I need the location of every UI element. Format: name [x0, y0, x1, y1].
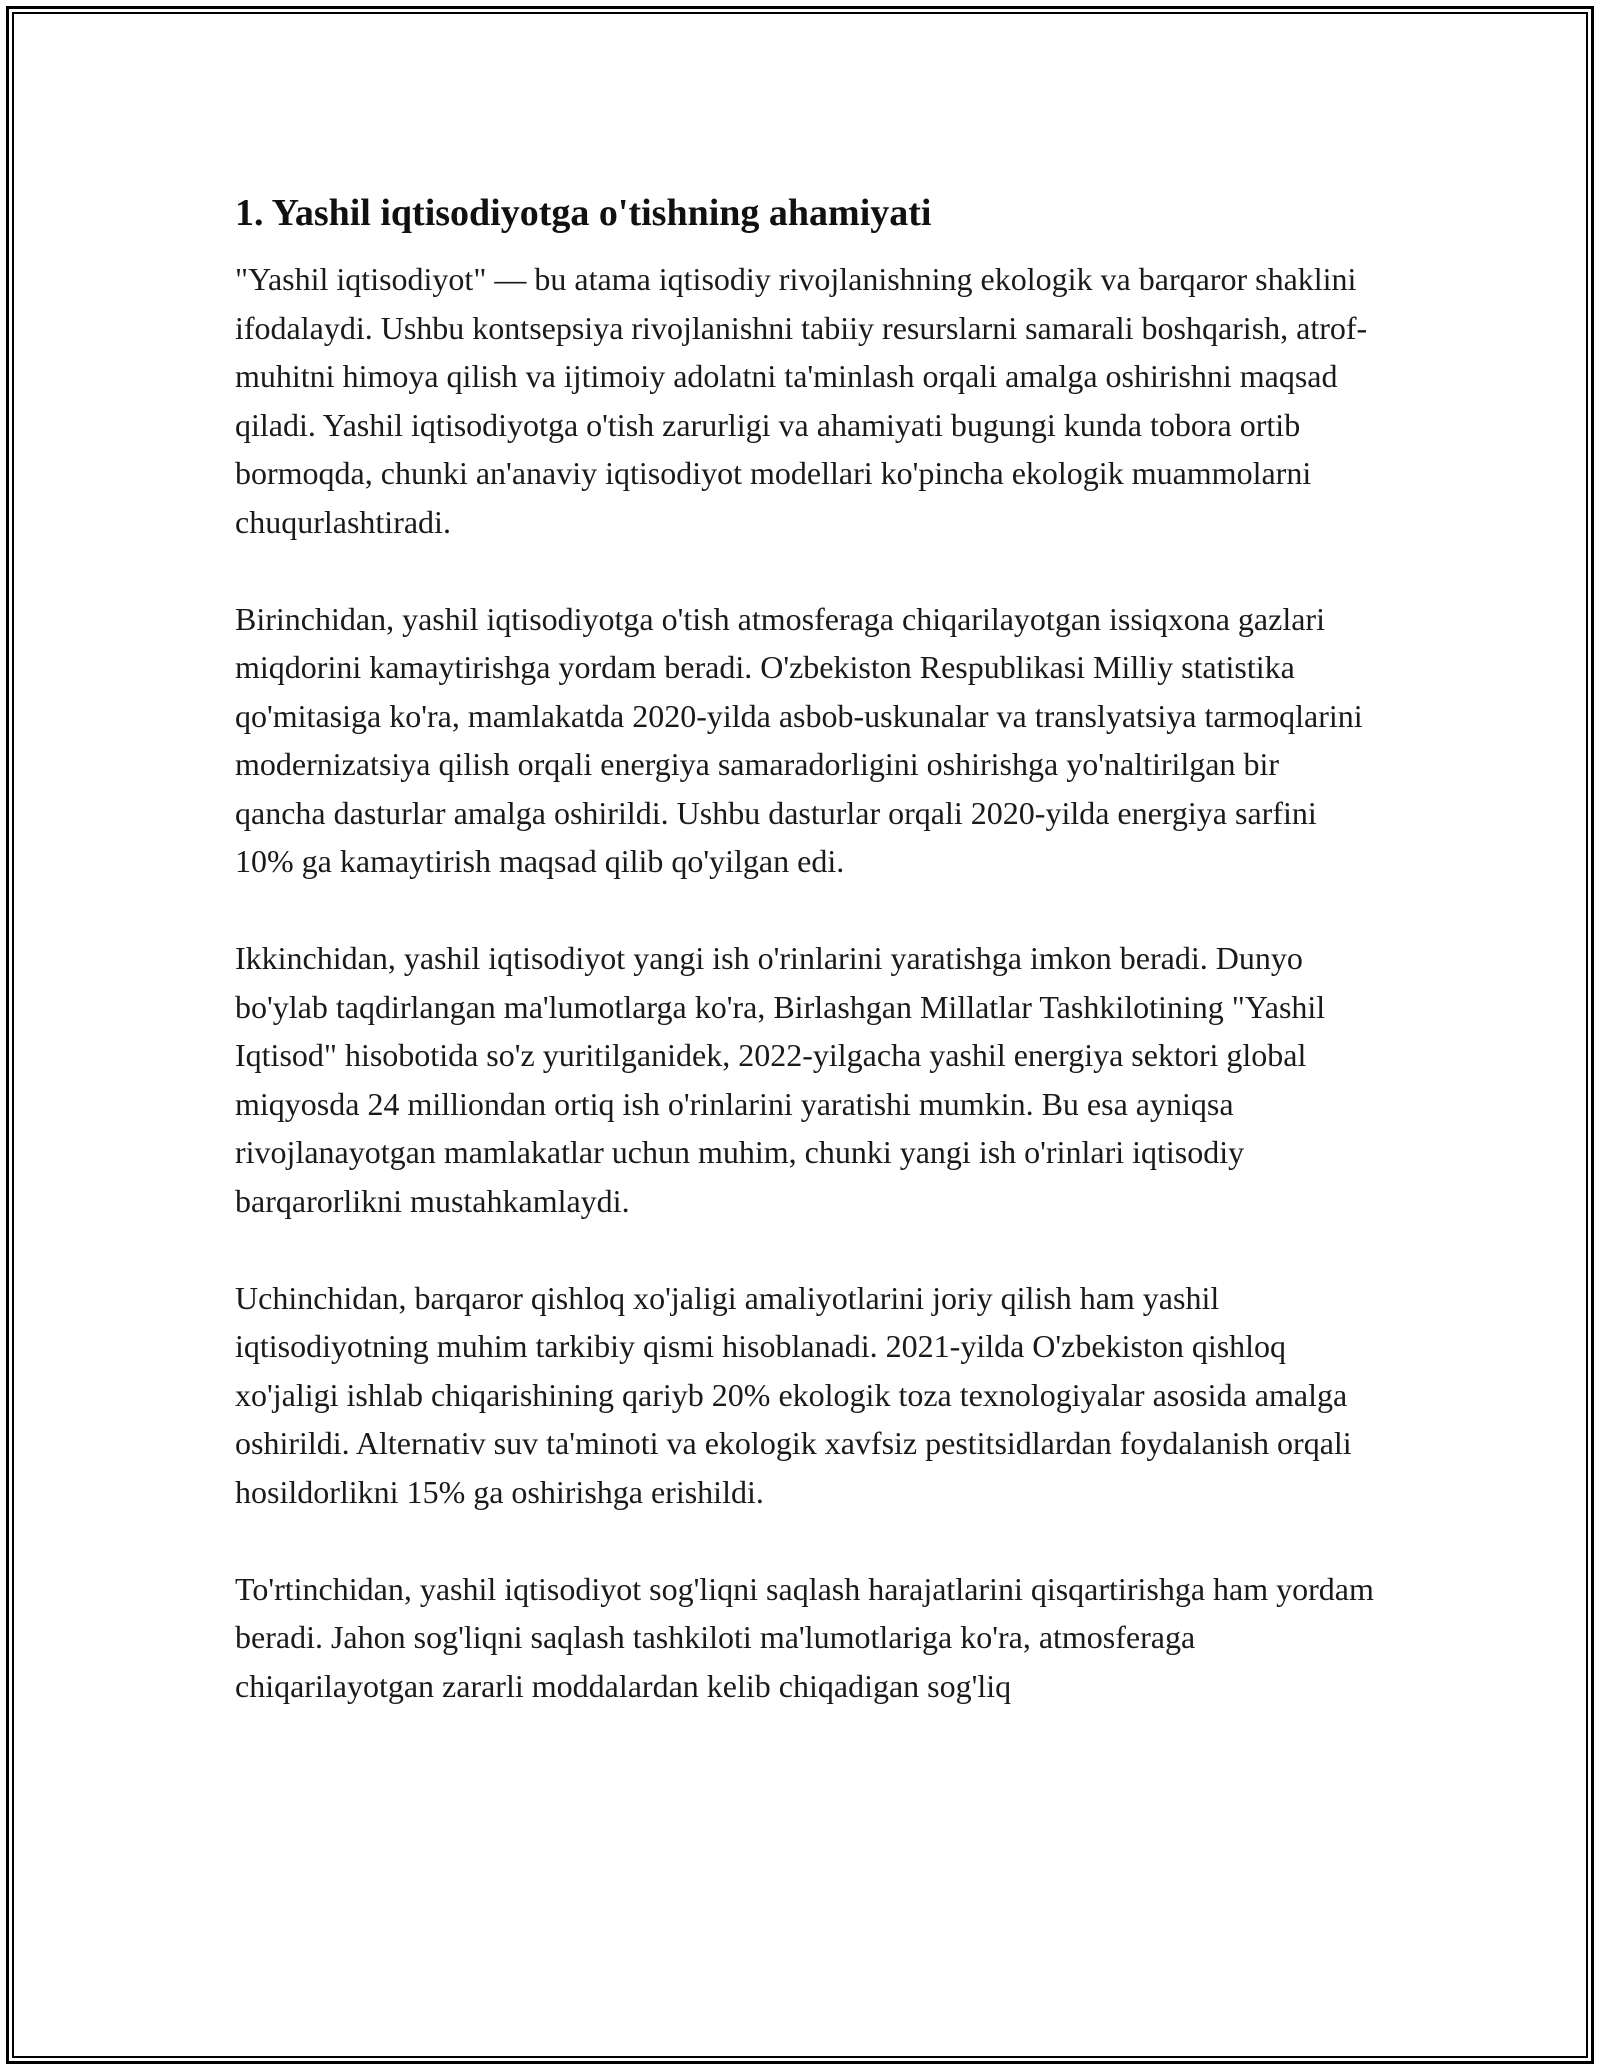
paragraph-second-point: Ikkinchidan, yashil iqtisodiyot yangi ish o'rinlarini yaratishga imkon beradi. Dunyo bo'ylab taqdirlangan ma'lumotlarga ko'ra, Birlashgan Millatlar Tashkilotining "Yashil Iqtisod" hisobotida so'z yuritilganidek, 2022-yilgacha yashil energiya sektori global miqyosda 24 milliondan ortiq ish o'rinlarini yaratishi mumkin. Bu esa ayniqsa rivojlanayotgan mamlakatlar uchun muhim, chunki yangi ish o'rinlari iqtisodiy barqarorlikni mustahkamlaydi.	[235, 940, 1326, 1219]
paragraph-fourth-point: To'rtinchidan, yashil iqtisodiyot sog'liqni saqlash harajatlarini qisqartirishga ham yordam beradi. Jahon sog'liqni saqlash tashkiloti ma'lumotlariga ko'ra, atmosferaga chiqarilayotgan zararli moddalardan kelib chiqadigan sog'liq	[235, 1570, 1374, 1704]
document-body	[235, 185, 1375, 1759]
paragraph-intro: "Yashil iqtisodiyot" — bu atama iqtisodiy rivojlanishning ekologik va barqaror shaklini ifodalaydi. Ushbu kontsepsiya rivojlanishni tabiiy resurslarni samarali boshqarish, atrof-muhitni himoya qilish va ijtimoiy adolatni ta'minlash orqali amalga oshirishni maqsad qiladi. Yashil iqtisodiyotga o'tish zarurligi va ahamiyati bugungi kunda tobora ortib bormoqda, chunki an'anaviy iqtisodiyot modellari ko'pincha ekologik muammolarni chuqurlashtiradi.	[235, 261, 1368, 540]
paragraph-first-point: Birinchidan, yashil iqtisodiyotga o'tish atmosferaga chiqarilayotgan issiqxona gazlari miqdorini kamaytirishga yordam beradi. O'zbekiston Respublikasi Milliy statistika qo'mitasiga ko'ra, mamlakatda 2020-yilda asbob-uskunalar va translyatsiya tarmoqlarini modernizatsiya qilish orqali energiya samaradorligini oshirishga yo'naltirilgan bir qancha dasturlar amalga oshirildi. Ushbu dasturlar orqali 2020-yilda energiya sarfini 10% ga kamaytirish maqsad qilib qo'yilgan edi.	[235, 600, 1363, 879]
paragraph-third-point: Uchinchidan, barqaror qishloq xo'jaligi amaliyotlarini joriy qilish ham yashil iqtisodiyotning muhim tarkibiy qismi hisoblanadi. 2021-yilda O'zbekiston qishloq xo'jaligi ishlab chiqarishining qariyb 20% ekologik toza texnologiyalar asosida amalga oshirildi. Alternativ suv ta'minoti va ekologik xavfsiz pestitsidlardan foydalanish orqali hosildorlikni 15% ga oshirishga erishildi.	[235, 1279, 1352, 1510]
section-heading: 1. Yashil iqtisodiyotga o'tishning ahamiyati	[235, 192, 932, 234]
